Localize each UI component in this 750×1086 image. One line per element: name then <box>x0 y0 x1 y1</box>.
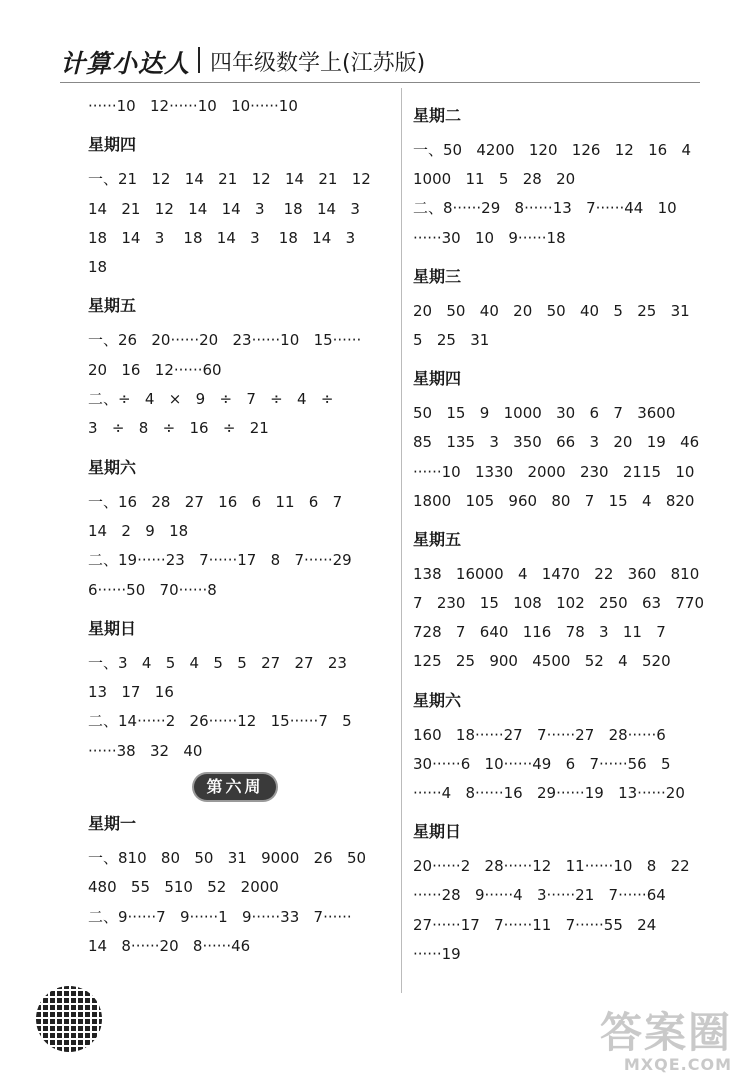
answer-row: ······4 8······16 29······19 13······20 <box>413 784 685 802</box>
day-heading-sunday: 星期日 <box>413 822 462 842</box>
answer-row: 一、16 28 27 16 6 11 6 7 <box>88 492 343 511</box>
answer-row: 50 15 9 1000 30 6 7 3600 <box>413 404 676 423</box>
watermark-url: MXQE.COM <box>623 1055 732 1074</box>
answer-row: 728 7 640 116 78 3 11 7 <box>413 623 666 642</box>
answer-row: 138 16000 4 1470 22 360 810 <box>413 564 700 583</box>
answer-row: 二、8······29 8······13 7······44 10 <box>413 199 677 218</box>
answer-row: 一、3 4 5 4 5 5 27 27 23 <box>88 653 347 672</box>
answer-row: 5 25 31 <box>413 330 490 349</box>
right-column <box>413 92 713 969</box>
brand-logo: 计算小达人 <box>60 49 191 78</box>
answer-row: 6······50 70······8 <box>88 580 217 599</box>
day-heading-wednesday: 星期三 <box>413 266 462 286</box>
answer-row: ······28 9······4 3······21 7······64 <box>413 886 666 905</box>
answer-row: 30······6 10······49 6 7······56 5 <box>413 754 671 773</box>
answer-row: 85 135 3 350 66 3 20 19 46 <box>413 433 700 452</box>
day-heading-tuesday: 星期二 <box>413 106 462 125</box>
day-heading-thursday: 星期四 <box>413 369 462 389</box>
week-badge: 第六周 <box>194 774 276 800</box>
answer-row: 1000 11 5 28 20 <box>413 170 576 189</box>
day-heading-saturday: 星期六 <box>413 690 462 710</box>
answer-row: ······38 32 40 <box>88 741 203 760</box>
day-heading-friday: 星期五 <box>413 529 462 549</box>
answer-row: 二、14······2 26······12 15······7 5 <box>88 712 352 731</box>
day-heading-monday: 星期一 <box>88 814 137 834</box>
watermark-text: 答案圈 <box>599 1008 732 1057</box>
answer-row: ······30 10 9······18 <box>413 228 566 247</box>
answer-row: 一、50 4200 120 126 12 16 4 <box>413 141 692 159</box>
answer-row: 一、26 20······20 23······10 15······ <box>88 331 362 350</box>
day-heading-saturday: 星期六 <box>88 457 137 477</box>
answer-row: 18 14 3 18 14 3 18 14 3 <box>88 228 356 247</box>
book-title: 四年级数学上(江苏版) <box>210 51 426 76</box>
day-heading-sunday: 星期日 <box>88 618 137 638</box>
answer-row: 18 <box>88 258 108 277</box>
answer-row: 125 25 900 4500 52 4 520 <box>413 652 671 671</box>
answer-row: ······10 12······10 10······10 <box>88 97 298 115</box>
answer-row: 27······17 7······11 7······55 24 <box>413 915 657 934</box>
answer-row: 二、19······23 7······17 8 7······29 <box>88 551 352 570</box>
header-separator <box>198 47 200 73</box>
decorative-flower-icon <box>36 986 102 1052</box>
answer-row: 一、21 12 14 21 12 14 21 12 <box>88 170 371 189</box>
answer-row: 14 2 9 18 <box>88 521 189 540</box>
answer-row: ······10 1330 2000 230 2115 10 <box>413 462 695 481</box>
answer-row: 160 18······27 7······27 28······6 <box>413 725 666 744</box>
watermark <box>599 1008 732 1074</box>
answer-row: 14 8······20 8······46 <box>88 936 251 955</box>
left-column <box>88 92 393 961</box>
answer-row: 20······2 28······12 11······10 8 22 <box>413 857 690 876</box>
answer-row: 14 21 12 14 14 3 18 14 3 <box>88 199 360 218</box>
answer-row: 480 55 510 52 2000 <box>88 878 279 897</box>
column-divider <box>401 88 402 993</box>
answer-row: 20 50 40 20 50 40 5 25 31 <box>413 301 690 320</box>
answer-row: ······19 <box>413 944 461 963</box>
day-heading-friday: 星期五 <box>88 296 137 316</box>
answer-row: 7 230 15 108 102 250 63 770 <box>413 594 704 613</box>
answer-row: 1800 105 960 80 7 15 4 820 <box>413 491 695 510</box>
header-rule <box>60 82 700 83</box>
answer-row: 3 ÷ 8 ÷ 16 ÷ 21 <box>88 419 269 438</box>
answer-row: 20 16 12······60 <box>88 360 222 379</box>
answer-row: 二、÷ 4 × 9 ÷ 7 ÷ 4 ÷ <box>88 390 334 409</box>
day-heading-thursday: 星期四 <box>88 135 137 155</box>
answer-row: 一、810 80 50 31 9000 26 50 <box>88 849 367 868</box>
answer-row: 二、9······7 9······1 9······33 7······ <box>88 907 352 926</box>
answer-row: 13 17 16 <box>88 683 174 702</box>
